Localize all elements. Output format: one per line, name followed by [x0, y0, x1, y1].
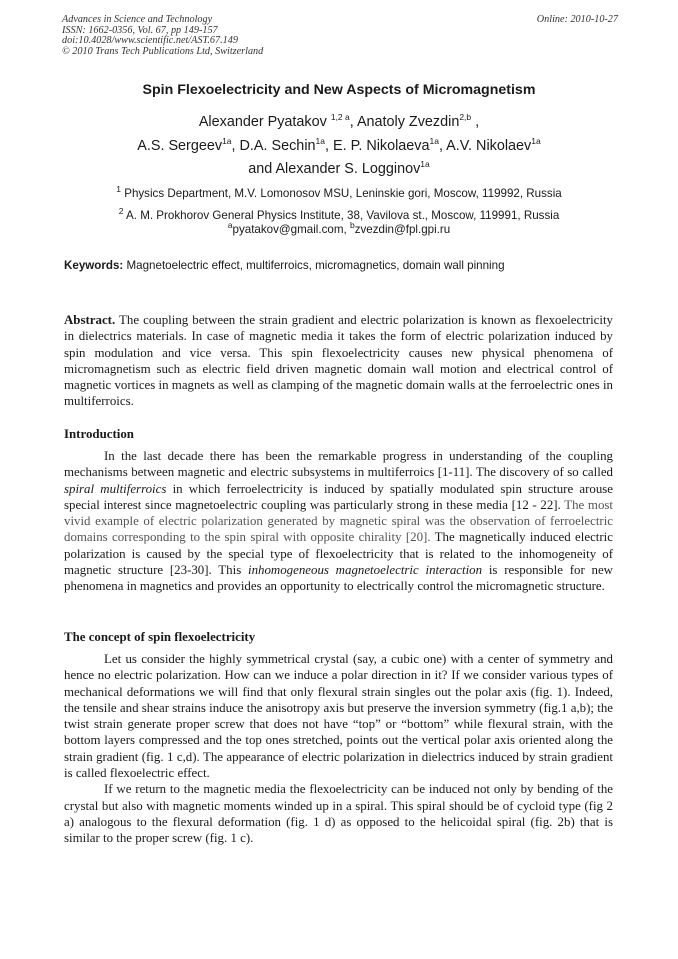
section-heading-introduction: Introduction — [64, 427, 134, 441]
author-affiliation-mark: 1a — [222, 136, 232, 147]
paper-title: Spin Flexoelectricity and New Aspects of Micromagnetism — [142, 82, 536, 98]
introduction-paragraph — [64, 448, 613, 595]
concept-paragraph-1: Let us consider the highly symmetrical crystal (say, a cubic one) with a center of symmetry and hence no electric polarization. How can we induce a polar direction in it? If we consider various types of mechanical deformations we will find that only flexural strain singles out the polar axis (fig. 1). Indeed, the tensile and shear strains induce the anisotropy axis but preserve the inversion symmetry (fig.1 a,b); the twist strain generate proper screw that does not have “top” or “bottom” while flexural strain, with the bottom layers compressed and the top ones stretched, points out the vertical polar axis oriented along the strain gradient (fig. 1 c,d). The appearance of electric polarization in dielectrics induced by strain gradient is called flexoelectric effect. — [64, 652, 613, 781]
author-separator: , — [471, 114, 480, 130]
abstract-text: The coupling between the strain gradient and electric polarization is known as flexoelectricity in dielectrics materials. In case of magnetic media it takes the form of electric polarization induced by spin modulation and vice versa. This spin flexoelectricity causes new physical phenomena of micromagnetism such as electric field driven magnetic domain wall motion and electrical control of magnetic vortices in magnets as well as clamping of the magnetic domain walls at the ferroelectric ones in multiferroics. — [64, 313, 613, 409]
keywords-text: Magnetoelectric effect, multiferroics, micromagnetics, domain wall pinning — [123, 259, 505, 272]
author-name: and Alexander S. Logginov — [248, 161, 421, 177]
author-line-1 — [0, 114, 678, 130]
affiliation-number: 2 — [118, 206, 124, 217]
affiliation-text: Physics Department, M.V. Lomonosov MSU, Leninskie gori, Moscow, 119992, Russia — [120, 187, 562, 200]
affiliation-1 — [0, 184, 678, 200]
author-name: , A.V. Nikolaev — [438, 138, 532, 154]
author-affiliation-mark: 1a — [429, 136, 439, 147]
email-text: zvezdin@fpl.gpi.ru — [354, 223, 451, 236]
doi-line: doi:10.4028/www.scientific.net/AST.67.149 — [62, 35, 238, 47]
email-text: pyatakov@gmail.com, — [232, 223, 350, 236]
abstract-paragraph — [64, 312, 613, 410]
author-affiliation-mark: 1a — [531, 136, 541, 147]
author-name: , E. P. Nikolaeva — [324, 138, 430, 154]
author-name: A.S. Sergeev — [137, 138, 223, 154]
author-affiliation-mark: 1a — [420, 159, 430, 170]
journal-header — [62, 15, 618, 57]
paragraph-text: is responsible for new phenomena in magnetics and provides an opportunity to electrically control the micromagnetic structure. — [64, 563, 613, 594]
abstract — [64, 312, 613, 410]
paragraph-text: in which ferroelectricity is induced by spatially modulated spin structure arouse special interest since magnetoelectric coupling was particularly strong in these media [12 - 22]. — [64, 481, 614, 512]
paragraph-text: The most vivid example of electric polarization generated by magnetic spiral was the observation of ferroelectric domains corresponding to the spin spiral with opposite chirality [20]. — [64, 497, 613, 545]
author-separator: , — [349, 114, 357, 130]
concept-section — [64, 651, 613, 847]
author-name: Anatoly Zvezdin — [356, 114, 460, 130]
author-affiliation-mark: 1a — [315, 136, 325, 147]
emphasis-text: inhomogeneous magnetoelectric interaction — [248, 563, 483, 578]
keywords-label: Keywords: — [64, 259, 124, 272]
abstract-label: Abstract. — [64, 313, 116, 327]
concept-paragraph-2: If we return to the magnetic media the flexoelectricity can be induced not only by bending of the crystal but also with magnetic moments winded up in a spiral. This spiral should be of cycloid type (fig 2 a) analogous to the flexural deformation (fig. 1 d) as opposed to the helicoidal spiral (fig. 2b) that is similar to the proper screw (fig. 1 c). — [64, 782, 613, 846]
online-date: Online: 2010-10-27 — [536, 14, 618, 25]
section-heading-concept: The concept of spin flexoelectricity — [64, 630, 256, 644]
author-affiliation-mark: 2,b — [459, 112, 472, 123]
affiliation-2 — [0, 206, 678, 222]
affiliation-text: A. M. Prokhorov General Physics Institute, 38, Vavilova st., Moscow, 119991, Russia — [123, 209, 560, 222]
email-mark: a — [227, 220, 233, 231]
introduction-section — [64, 448, 613, 595]
copyright-line: © 2010 Trans Tech Publications Ltd, Switzerland — [62, 45, 264, 57]
author-emails — [0, 220, 678, 236]
author-line-2 — [0, 138, 678, 154]
paragraph-text: The magnetically induced electric polarization is caused by the special type of flexoelectricity that is related to the inhomogeneity of magnetic structure [23-30]. This — [64, 530, 613, 578]
email-mark: b — [349, 220, 355, 231]
affiliation-number: 1 — [116, 184, 121, 195]
author-name: , D.A. Sechin — [231, 138, 316, 154]
author-name: Alexander Pyatakov — [198, 114, 327, 130]
journal-name: Advances in Science and Technology — [62, 14, 213, 25]
author-line-3 — [0, 161, 678, 177]
keywords — [64, 259, 624, 272]
issn-line: ISSN: 1662-0356, Vol. 67, pp 149-157 — [62, 24, 218, 36]
author-affiliation-mark: 1,2 a — [330, 112, 350, 123]
emphasis-text: spiral multiferroics — [64, 481, 167, 496]
paragraph-text: In the last decade there has been the remarkable progress in understanding of the coupling mechanisms between magnetic and electric subsystems in multiferroics [1-11]. The discovery of so called — [64, 449, 613, 480]
